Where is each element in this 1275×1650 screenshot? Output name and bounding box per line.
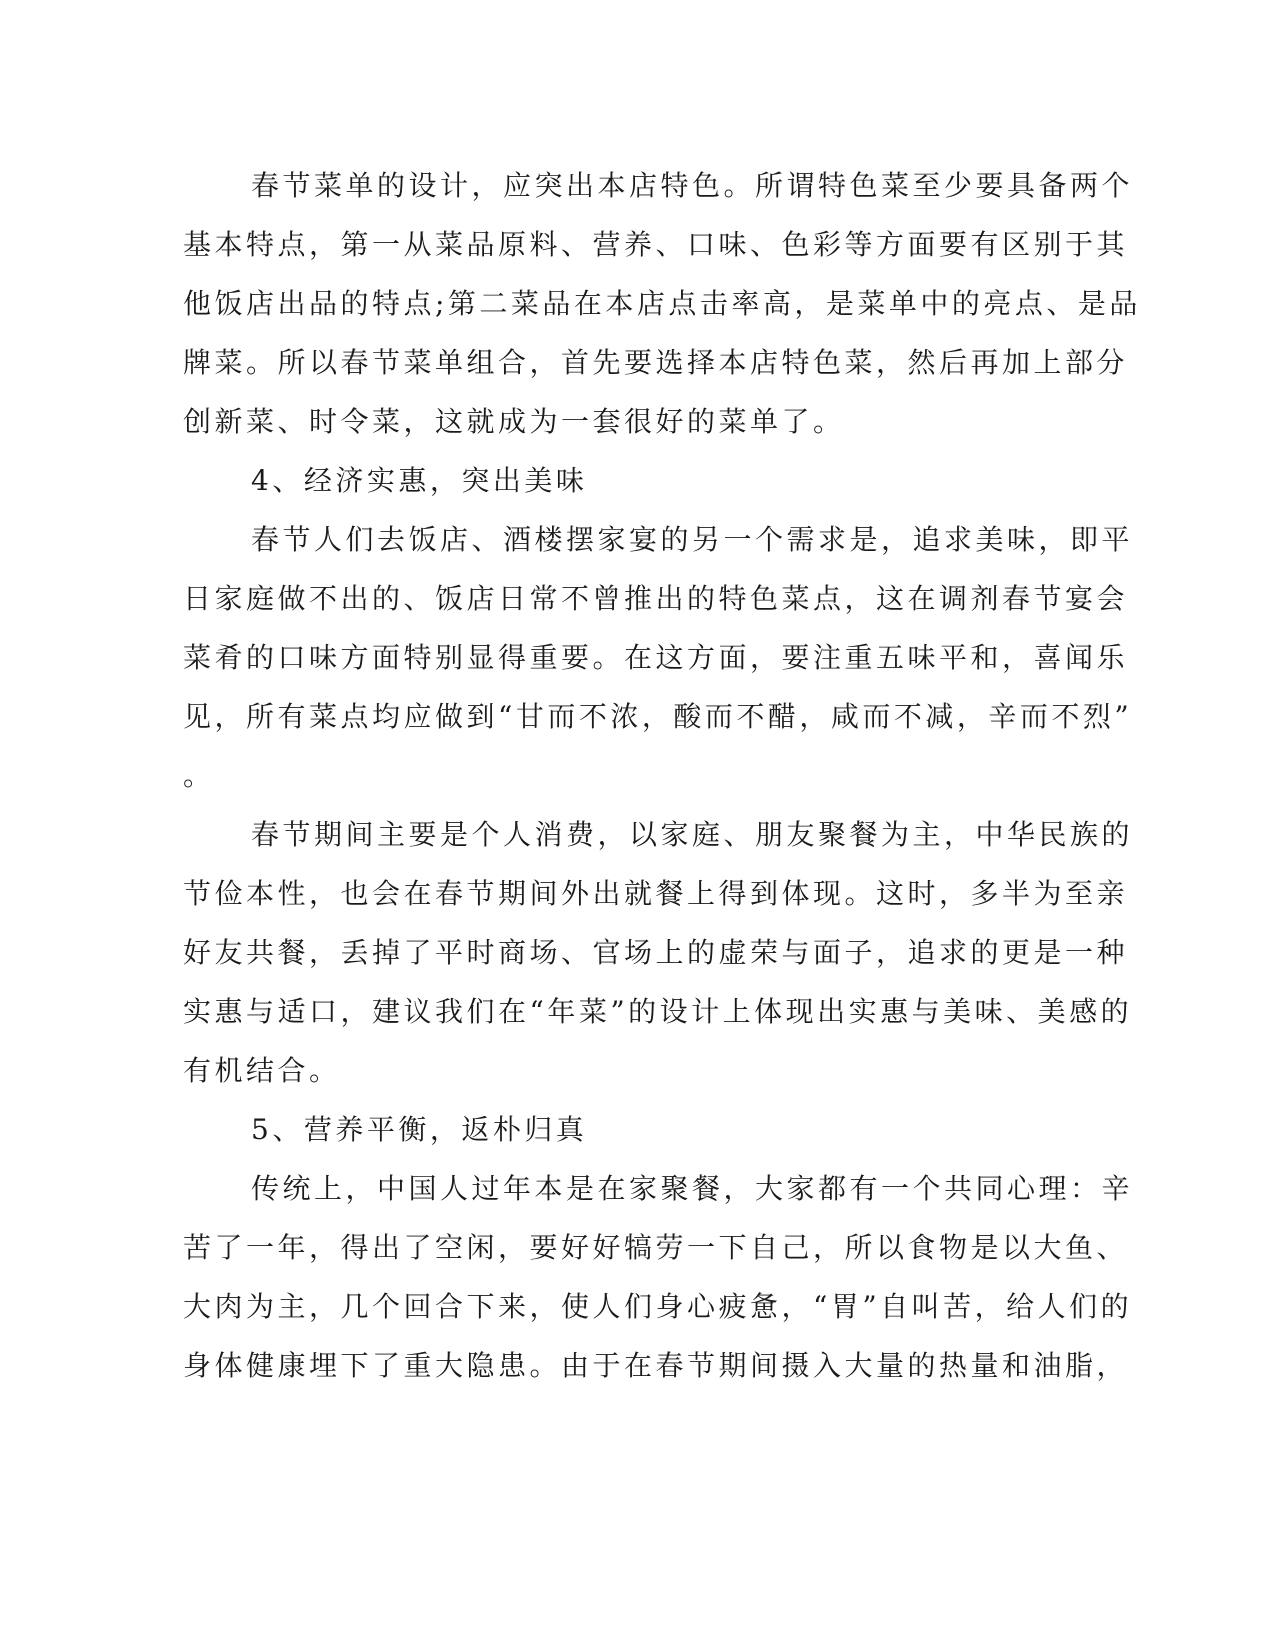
paragraph-line: 。 [183, 759, 215, 792]
paragraph-line: 创新菜、时令菜，这就成为一套很好的菜单了。 [183, 405, 845, 438]
section-heading: 5、营养平衡，返朴归真 [251, 1113, 588, 1146]
paragraph-line: 春节期间主要是个人消费，以家庭、朋友聚餐为主，中华民族的 [251, 818, 1134, 851]
section-heading: 4、经济实惠，突出美味 [251, 464, 588, 497]
paragraph-line: 好友共餐，丢掉了平时商场、官场上的虚荣与面子，追求的更是一种 [183, 936, 1129, 969]
paragraph-line: 牌菜。所以春节菜单组合，首先要选择本店特色菜，然后再加上部分 [183, 346, 1129, 379]
paragraph-line: 传统上，中国人过年本是在家聚餐，大家都有一个共同心理：辛 [251, 1172, 1134, 1205]
paragraph-line: 苦了一年，得出了空闲，要好好犒劳一下自己，所以食物是以大鱼、 [183, 1231, 1129, 1264]
paragraph-line: 有机结合。 [183, 1054, 341, 1087]
paragraph-line: 他饭店出品的特点;第二菜品在本店点击率高，是菜单中的亮点、是品 [183, 287, 1141, 320]
paragraph-line: 身体健康埋下了重大隐患。由于在春节期间摄入大量的热量和油脂， [183, 1349, 1129, 1382]
document-body [183, 156, 1141, 1395]
paragraph-line: 基本特点，第一从菜品原料、营养、口味、色彩等方面要有区别于其 [183, 228, 1129, 261]
paragraph-line: 春节人们去饭店、酒楼摆家宴的另一个需求是，追求美味，即平 [251, 523, 1134, 556]
paragraph-line: 见，所有菜点均应做到“甘而不浓，酸而不醋，咸而不减，辛而不烈” [183, 700, 1133, 733]
paragraph-line: 日家庭做不出的、饭店日常不曾推出的特色菜点，这在调剂春节宴会 [183, 582, 1129, 615]
paragraph-line: 实惠与适口，建议我们在“年菜”的设计上体现出实惠与美味、美感的 [183, 995, 1133, 1028]
paragraph-line: 菜肴的口味方面特别显得重要。在这方面，要注重五味平和，喜闻乐 [183, 641, 1129, 674]
paragraph-line: 大肉为主，几个回合下来，使人们身心疲惫，“胃”自叫苦，给人们的 [183, 1290, 1133, 1323]
paragraph-line: 春节菜单的设计，应突出本店特色。所谓特色菜至少要具备两个 [251, 169, 1134, 202]
paragraph-line: 节俭本性，也会在春节期间外出就餐上得到体现。这时，多半为至亲 [183, 877, 1129, 910]
